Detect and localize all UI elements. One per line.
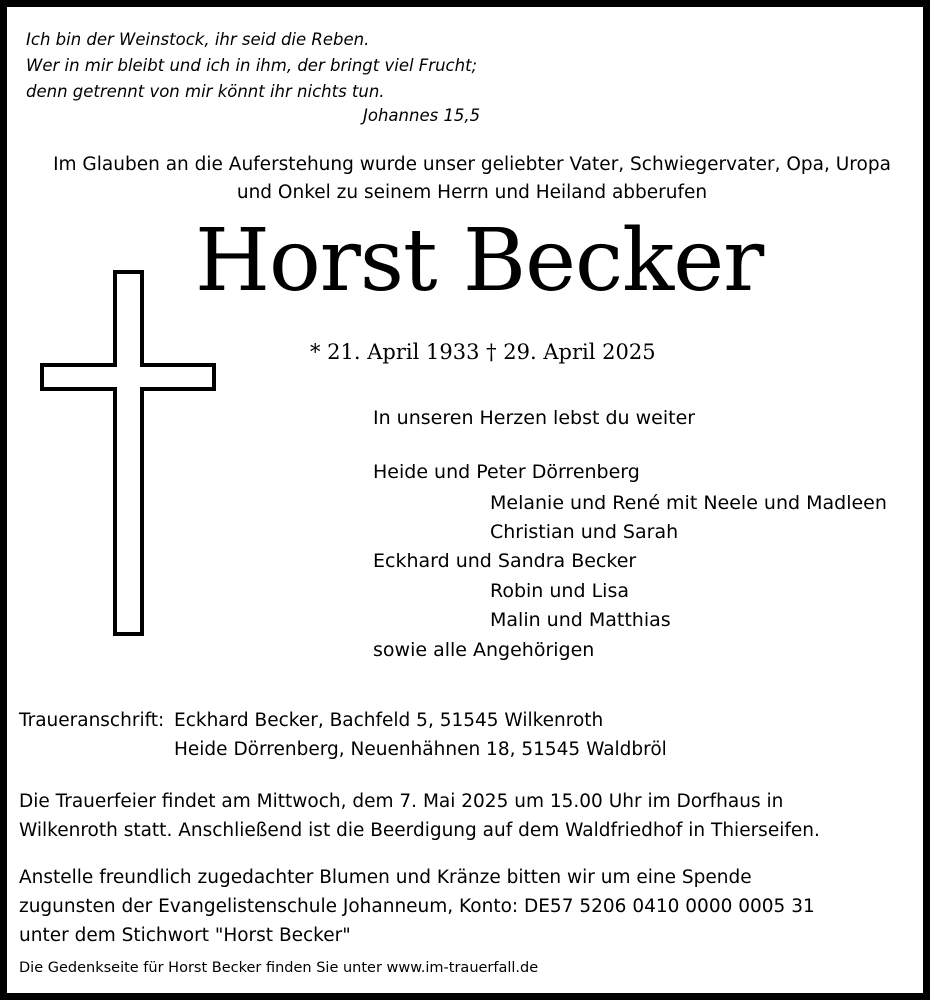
family-group-2-child: Robin und Lisa [490, 580, 629, 602]
deceased-name: Horst Becker [195, 211, 764, 311]
family-group-1-child: Christian und Sarah [490, 521, 679, 543]
family-group-2-head: Eckhard und Sandra Becker [373, 550, 637, 572]
cross-icon [40, 270, 216, 638]
verse-line: Ich bin der Weinstock, ihr seid die Reben. [26, 30, 370, 49]
motto: In unseren Herzen lebst du weiter [373, 407, 696, 429]
ceremony-line-2: Wilkenroth statt. Anschließend ist die Beerdigung auf dem Waldfriedhof in Thierseifen. [19, 820, 820, 841]
memorial-page-link[interactable]: Die Gedenkseite für Horst Becker finden Sie unter www.im-trauerfall.de [19, 960, 539, 976]
life-dates: * 21. April 1933 † 29. April 2025 [310, 340, 656, 364]
family-group-2-child: Malin und Matthias [490, 609, 671, 631]
verse-line: denn getrennt von mir könnt ihr nichts tun. [26, 82, 385, 101]
family-closing: sowie alle Angehörigen [373, 639, 595, 661]
donation-line-1: Anstelle freundlich zugedachter Blumen und Kränze bitten wir um eine Spende [19, 867, 752, 888]
family-group-1-head: Heide und Peter Dörrenberg [373, 461, 640, 483]
verse-reference: Johannes 15,5 [363, 106, 481, 125]
bible-verse [26, 27, 477, 105]
verse-line: Wer in mir bleibt und ich in ihm, der bringt viel Frucht; [26, 56, 478, 75]
intro-line-2: und Onkel zu seinem Herrn und Heiland abberufen [236, 182, 708, 203]
ceremony-line-1: Die Trauerfeier findet am Mittwoch, dem 7. Mai 2025 um 15.00 Uhr im Dorfhaus in [19, 791, 784, 812]
address-line-1: Eckhard Becker, Bachfeld 5, 51545 Wilkenroth [174, 710, 604, 731]
address-line-2: Heide Dörrenberg, Neuenhähnen 18, 51545 Waldbröl [174, 739, 667, 760]
donation-line-2: zugunsten der Evangelistenschule Johanneum, Konto: DE57 5206 0410 0000 0005 31 [19, 896, 815, 917]
intro-line-1: Im Glauben an die Auferstehung wurde unser geliebter Vater, Schwiegervater, Opa, Uropa [53, 154, 891, 175]
family-group-1-child: Melanie und René mit Neele und Madleen [490, 492, 887, 514]
address-label: Traueranschrift: [19, 710, 165, 731]
donation-line-3: unter dem Stichwort "Horst Becker" [19, 925, 351, 946]
